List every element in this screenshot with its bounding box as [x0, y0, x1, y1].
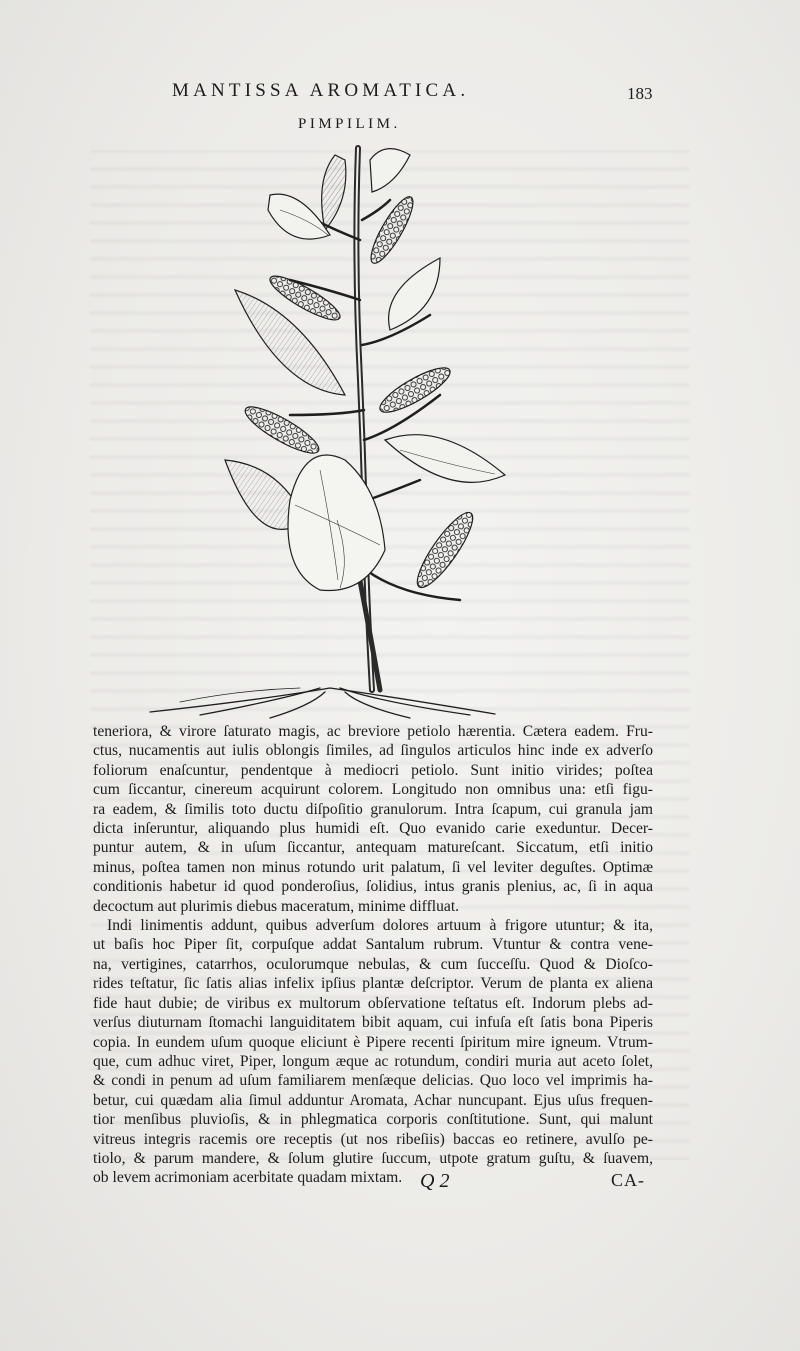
text-line: ob levem acrimoniam acerbitate quadam mixtam.: [93, 1169, 403, 1187]
pepper-spike: [364, 192, 419, 268]
pepper-spike: [375, 360, 455, 419]
text-line: betur, cui quædam alia ſimul adduntur Aromata, Achar nuncupant. Ejus uſus frequen-: [93, 1091, 653, 1109]
leaf: [385, 435, 505, 483]
catchword: CA-: [611, 1170, 645, 1190]
text-line: ctus, nucamentis aut iulis oblongis ſimiles, ad ſingulos articulos hinc inde ex adverſo: [93, 742, 653, 760]
text-line: foliorum enaſcuntur, pendentque à mediocri petiolo. Sunt initio virides; poſtea: [93, 761, 653, 779]
text-line: decoctum aut plurimis diebus maceratum, minime diffluat.: [93, 897, 460, 915]
plant-caption: PIMPILIM.: [298, 116, 401, 132]
text-line: & condi in penum ad uſum familiarem menſæque delicias. Quo loco vel imprimis ha-: [93, 1072, 653, 1090]
running-title: MANTISSA AROMATICA.: [172, 80, 470, 101]
leaf: [370, 149, 410, 192]
page-number: 183: [627, 84, 653, 103]
text-line: conditionis habetur id quod ponderoſius, ſolidius, intus granis plenius, ac, ſi in aqua: [93, 878, 653, 896]
text-line: que, cum adhuc viret, Piper, longum æque ac rotundum, condiri muria aut aceto ſolet,: [93, 1052, 653, 1070]
leaf: [389, 258, 440, 330]
pepper-spike: [409, 506, 480, 593]
ground-line: [150, 688, 495, 714]
text-line: dicta inſeruntur, aliquando plus humidi eſt. Quo evanido carie exeduntur. Decer-: [93, 820, 653, 838]
text-line: verſus diuturnam ſtomachi languiditatem bibit aquam, cui infuſa eſt ſatis bona Piperis: [93, 1014, 653, 1032]
signature-mark: Q 2: [420, 1170, 450, 1192]
text-line: tiolo, & parum mandere, & ſolum glutire ſuccum, utpote gratum guſtu, & ſuavem,: [93, 1149, 653, 1167]
text-line: cum ſiccantur, cinereum acquirunt colorem. Longitudo non omnibus una: etſi figu-: [93, 781, 653, 799]
text-line: teneriora, & virore ſaturato magis, ac breviore petiolo hærentia. Cætera eadem. Fru-: [93, 723, 653, 740]
text-line: vitreus integris racemis ore receptis (ut nos ribeſiis) baccas eo retinere, avulſo pe-: [93, 1130, 653, 1148]
text-line: copia. In eundem uſum quoque eliciunt è Pipere recenti ſpiritum mire igneum. Vtrum-: [93, 1033, 653, 1051]
text-line: puntur autem, & in uſum ſiccantur, antequam matureſcant. Siccatum, etſi initio: [93, 839, 653, 857]
leaf: [268, 194, 330, 239]
body-text: [93, 722, 653, 1188]
leaf: [322, 155, 346, 230]
text-line: minus, poſtea tamen non minus rotundo urit palatum, ſi vel leviter deguſtes. Optimæ: [93, 858, 653, 876]
text-line: ut baſis hoc Piper ſit, corpuſque addat Santalum rubrum. Vtuntur & contra vene-: [93, 936, 653, 954]
text-line: rides teſtatur, ſic ſatis alias infelix ipſius plantæ deſcriptor. Verum de planta ex aliena: [93, 975, 653, 993]
text-line: Indi linimentis addunt, quibus adverſum dolores artuum à frigore utuntur; & ita,: [107, 917, 653, 935]
text-line: tior menſibus pluvioſis, & in phlegmatica corporis conſtitutione. Sunt, qui malunt: [93, 1111, 653, 1129]
pepper-spike: [240, 399, 324, 460]
text-line: fide haut dubie; de viribus ex multorum obſervatione teſtatus eſt. Indorum plebs ad-: [93, 994, 653, 1012]
pepper-plant-woodcut: [140, 140, 510, 720]
text-line: ra eadem, & ſimilis toto ductu diſpoſitio granulorum. Intra ſcapum, cui granula jam: [93, 800, 653, 818]
text-line: na, vertigines, catarrhos, oculorumque nebulas, & cum ſucceſſu. Quod & Dioſco-: [93, 955, 653, 973]
